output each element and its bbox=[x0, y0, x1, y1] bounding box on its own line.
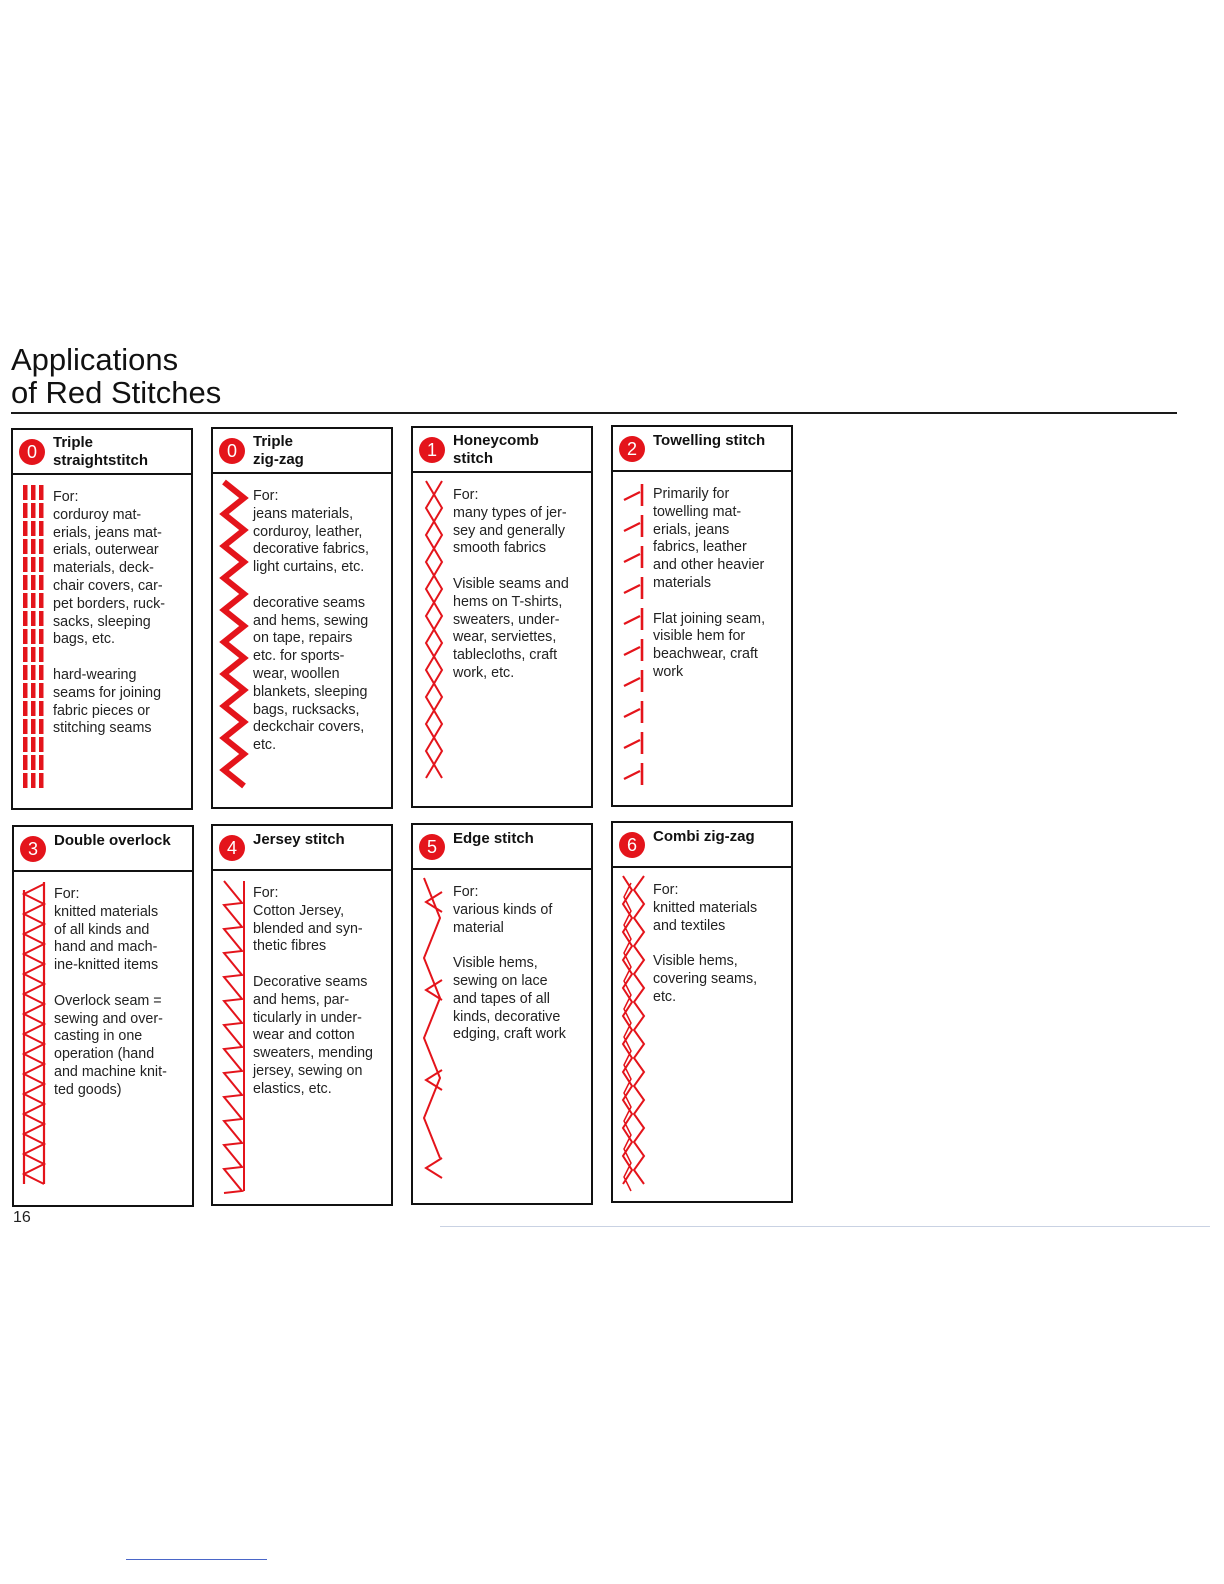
card-body bbox=[213, 871, 391, 1204]
stitch-number-badge: 4 bbox=[219, 835, 245, 861]
card-header bbox=[13, 430, 191, 475]
card-header bbox=[413, 428, 591, 473]
card-header bbox=[613, 823, 791, 868]
stitch-description: For: Cotton Jersey, blended and syn- thetic fibres Decorative seams and hems, par- ticularly in under- wear and cotton sweaters, mending jersey, sewing on elastics, etc. bbox=[253, 885, 373, 1097]
card-double-overlock bbox=[12, 825, 194, 1207]
stitch-description: For: knitted materials of all kinds and hand and mach- ine-knitted items Overlock seam = sewing and over- casting in one operation (hand and machine knit- ted goods) bbox=[54, 886, 167, 1098]
stitch-description: For: many types of jer- sey and generally smooth fabrics Visible seams and hems on T-shirts, sweaters, under- wear, serviettes, tablecloths, craft work, etc. bbox=[453, 487, 569, 681]
stitch-number-badge: 0 bbox=[219, 438, 245, 464]
card-body bbox=[413, 473, 591, 806]
towelling-stitch-icon bbox=[618, 472, 650, 797]
stitch-title: Combi zig-zag bbox=[653, 828, 755, 845]
card-body bbox=[13, 475, 191, 808]
stitch-number-badge: 2 bbox=[619, 436, 645, 462]
card-body bbox=[213, 474, 391, 807]
card-body bbox=[613, 868, 791, 1201]
stitch-title: Triple straightstitch bbox=[53, 434, 149, 469]
faint-scan-underline bbox=[126, 1559, 267, 1560]
page-number: 16 bbox=[13, 1209, 31, 1226]
card-jersey-stitch bbox=[211, 824, 393, 1206]
stitch-description: For: various kinds of material Visible hems, sewing on lace and tapes of all kinds, decorative edging, craft work bbox=[453, 884, 566, 1043]
card-body bbox=[413, 870, 591, 1203]
stitch-title: Towelling stitch bbox=[653, 432, 766, 449]
stitch-description: For: knitted materials and textiles Visible hems, covering seams, etc. bbox=[653, 882, 758, 1005]
card-towelling-stitch bbox=[611, 425, 793, 807]
jersey-stitch-icon bbox=[218, 871, 250, 1196]
honeycomb-stitch-icon bbox=[418, 473, 450, 798]
stitch-title: Jersey stitch bbox=[253, 831, 345, 848]
card-body bbox=[613, 472, 791, 805]
stitch-number-badge: 6 bbox=[619, 832, 645, 858]
stitch-description: For: jeans materials, corduroy, leather, decorative fabrics, light curtains, etc. decorative seams and hems, sewing on tape, repairs etc. for sports- wear, woollen blankets, sleeping bags, rucksacks, deckchair covers, etc. bbox=[253, 488, 370, 754]
card-triple-straightstitch bbox=[11, 428, 193, 810]
card-header bbox=[413, 825, 591, 870]
stitch-number-badge: 1 bbox=[419, 437, 445, 463]
page-title-line-2: of Red Stitches bbox=[11, 375, 222, 410]
card-honeycomb-stitch bbox=[411, 426, 593, 808]
stitch-title: Double overlock bbox=[54, 832, 171, 849]
combi-zigzag-stitch-icon bbox=[618, 868, 650, 1193]
card-edge-stitch bbox=[411, 823, 593, 1205]
stitch-title: Honeycomb stitch bbox=[453, 432, 539, 467]
triple-straight-stitch-icon bbox=[18, 475, 50, 800]
card-header bbox=[613, 427, 791, 472]
stitch-title: Edge stitch bbox=[453, 830, 534, 847]
card-header bbox=[213, 826, 391, 871]
card-body bbox=[14, 872, 192, 1205]
page-title bbox=[11, 343, 221, 409]
stitch-number-badge: 0 bbox=[19, 439, 45, 465]
title-divider bbox=[11, 412, 1177, 414]
card-combi-zigzag bbox=[611, 821, 793, 1203]
page-title-line-1: Applications bbox=[11, 342, 179, 377]
stitch-number-badge: 5 bbox=[419, 834, 445, 860]
stitch-description: For: corduroy mat- erials, jeans mat- erials, outerwear materials, deck- chair covers, car- pet borders, ruck- sacks, sleeping bags, etc. hard-wearing seams for joining fabric pieces or stitching seams bbox=[53, 489, 166, 737]
edge-stitch-icon bbox=[418, 870, 450, 1195]
triple-zigzag-stitch-icon bbox=[218, 474, 250, 799]
stitch-description: Primarily for towelling mat- erials, jeans fabrics, leather and other heavier materials Flat joining seam, visible hem for beachwear, craft work bbox=[653, 486, 766, 680]
double-overlock-stitch-icon bbox=[19, 872, 51, 1197]
faint-scan-line bbox=[440, 1226, 1210, 1227]
card-header bbox=[14, 827, 192, 872]
card-triple-zigzag bbox=[211, 427, 393, 809]
card-header bbox=[213, 429, 391, 474]
stitch-title: Triple zig-zag bbox=[253, 433, 304, 468]
stitch-number-badge: 3 bbox=[20, 836, 46, 862]
